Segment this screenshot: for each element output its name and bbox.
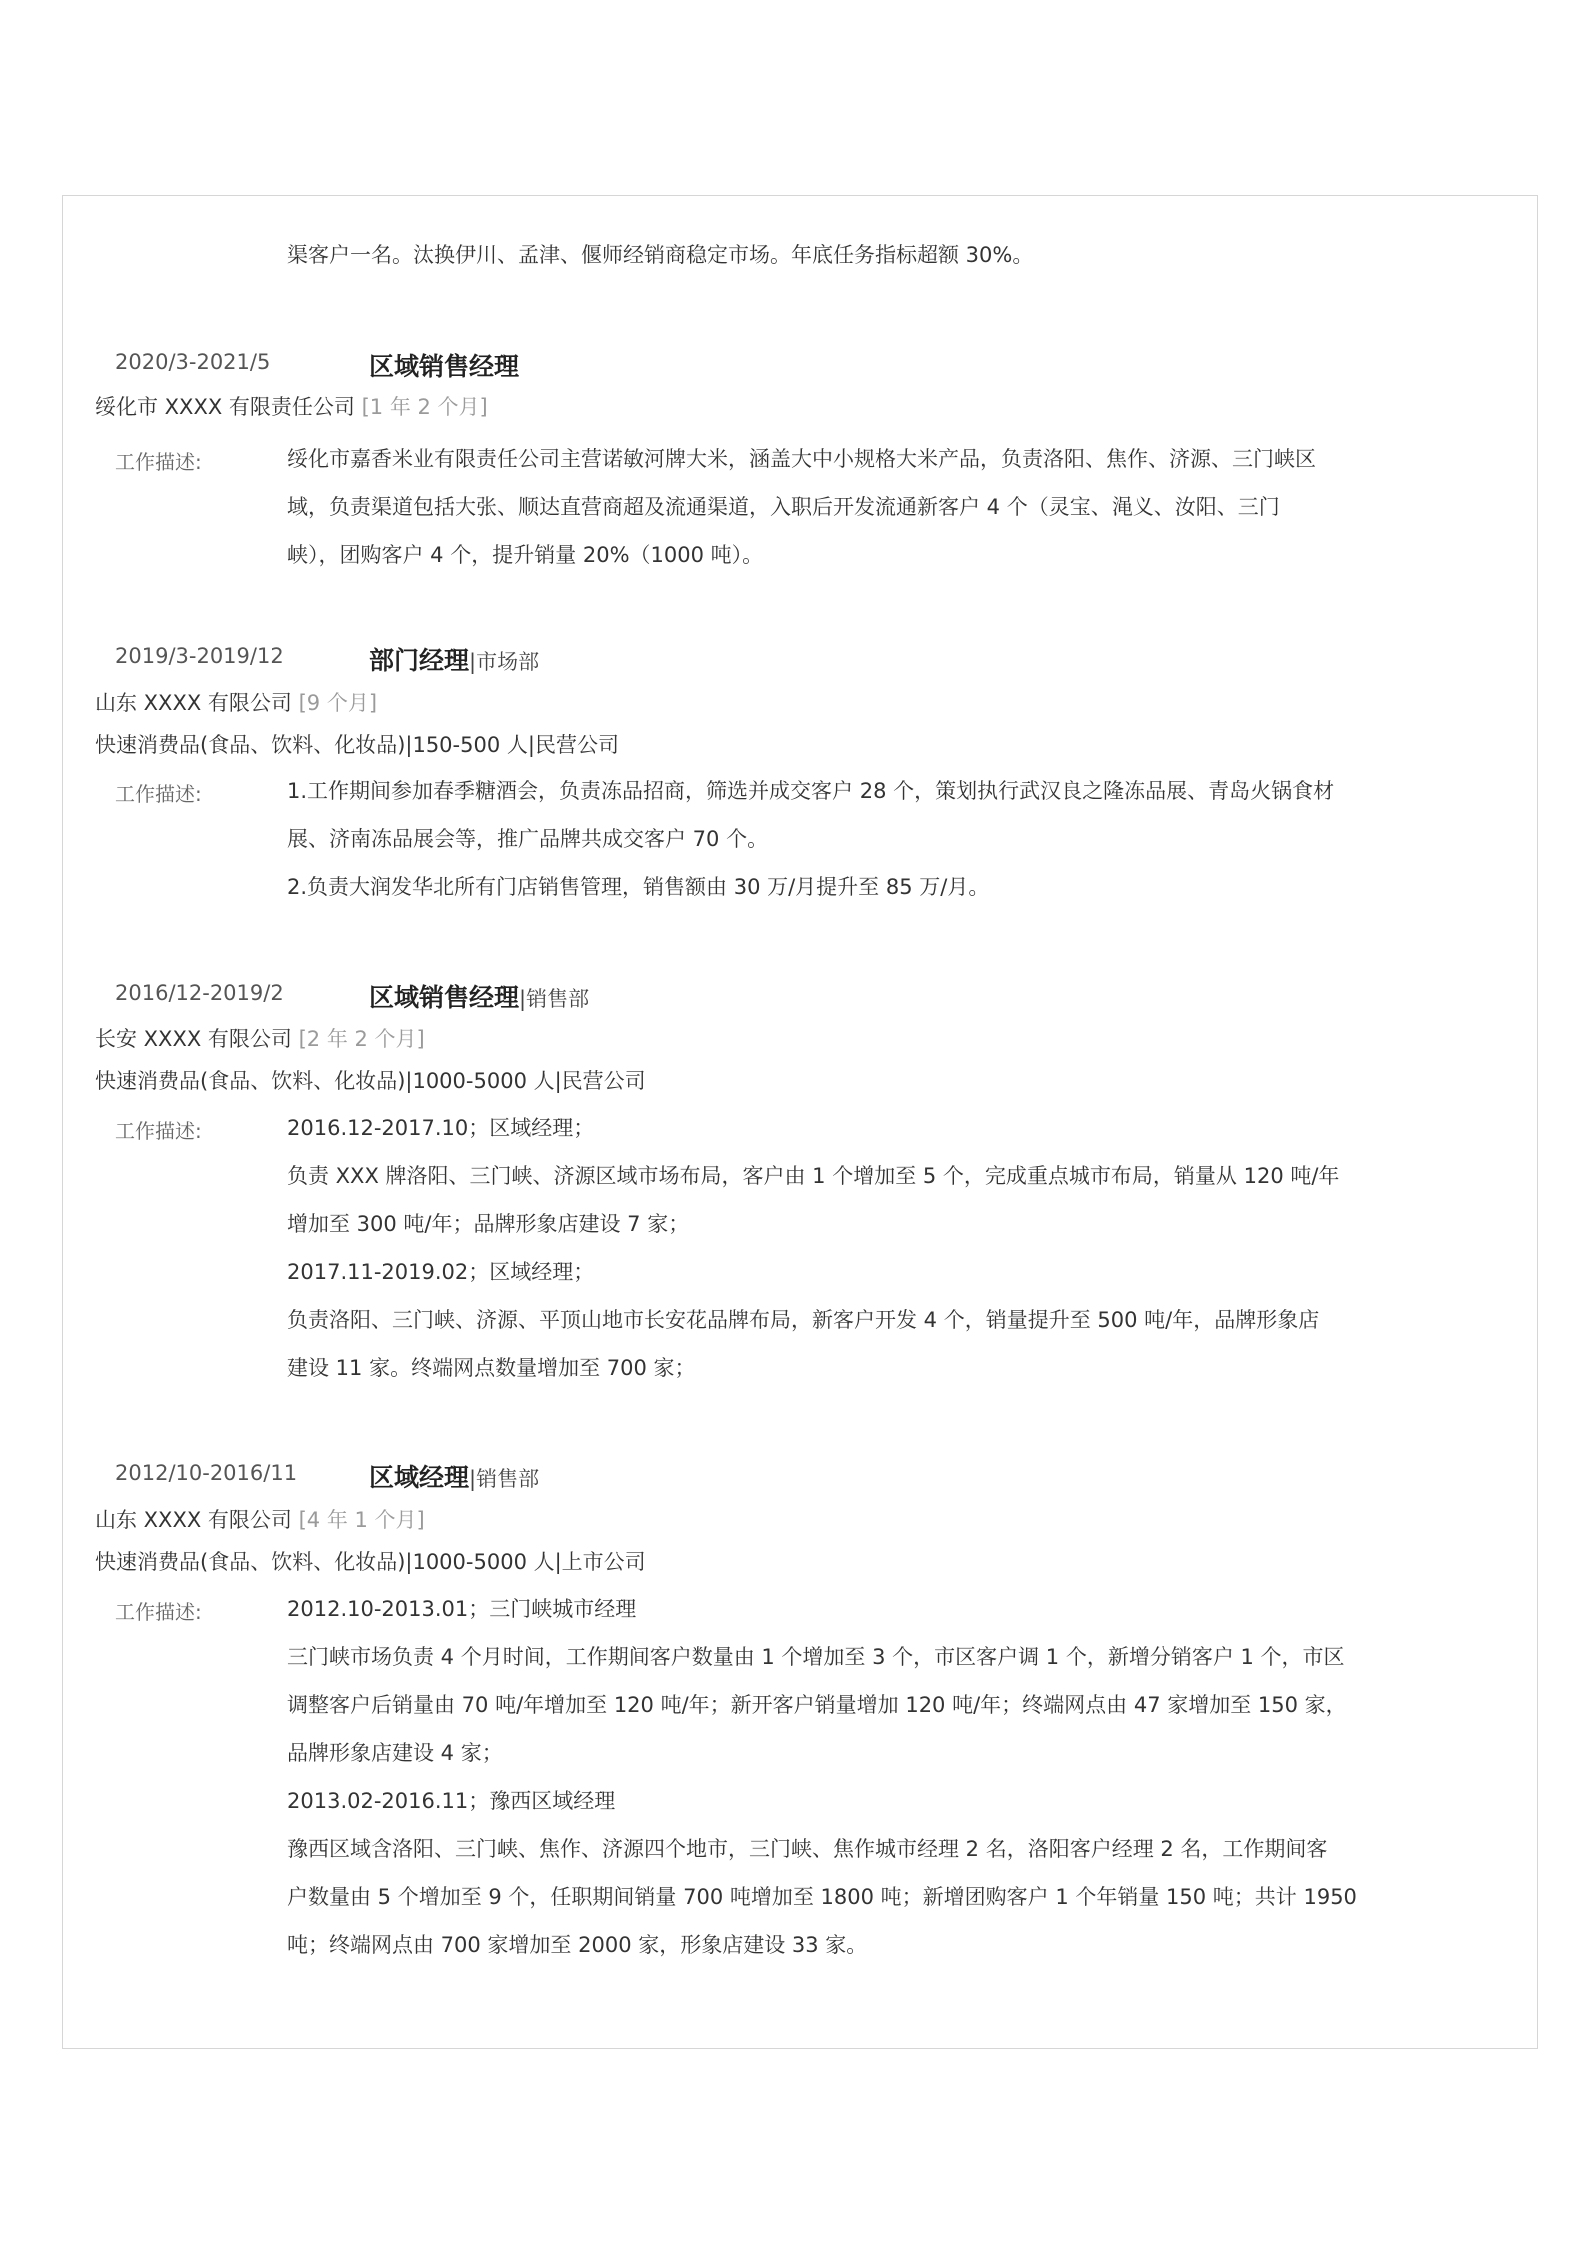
desc-line: 建设 11 家。终端网点数量增加至 700 家； bbox=[287, 1356, 696, 1380]
desc-line: 负责 XXX 牌洛阳、三门峡、济源区域市场布局，客户由 1 个增加至 5 个，完成重点城市布局，销量从 120 吨/年 bbox=[287, 1164, 1340, 1188]
job-department: |销售部 bbox=[519, 987, 590, 1011]
job-industry: 快速消费品(食品、饮料、化妆品)|1000-5000 人|民营公司 bbox=[95, 1069, 646, 1093]
job-date: 2012/10-2016/11 bbox=[115, 1461, 298, 1485]
job-title-text: 部门经理 bbox=[369, 646, 470, 675]
job-date: 2016/12-2019/2 bbox=[115, 981, 284, 1005]
desc-line: 峡），团购客户 4 个，提升销量 20%（1000 吨）。 bbox=[287, 543, 764, 567]
job-title bbox=[369, 641, 539, 677]
job-description bbox=[287, 1585, 1507, 1969]
desc-label: 工作描述: bbox=[115, 1119, 202, 1143]
company-name: 山东 XXXX 有限公司 bbox=[95, 691, 292, 715]
company-name: 长安 XXXX 有限公司 bbox=[95, 1027, 292, 1051]
job-duration: [9 个月] bbox=[298, 691, 378, 715]
desc-line: 户数量由 5 个增加至 9 个，任职期间销量 700 吨增加至 1800 吨；新增团购客户 1 个年销量 150 吨；共计 1950 bbox=[287, 1885, 1357, 1909]
desc-line: 调整客户后销量由 70 吨/年增加至 120 吨/年；新开客户销量增加 120 吨/年；终端网点由 47 家增加至 150 家， bbox=[287, 1693, 1347, 1717]
desc-line: 品牌形象店建设 4 家； bbox=[287, 1741, 503, 1765]
job-description bbox=[287, 767, 1507, 911]
company-name: 山东 XXXX 有限公司 bbox=[95, 1508, 292, 1532]
job-title bbox=[369, 978, 589, 1014]
job-description bbox=[287, 1104, 1507, 1392]
desc-line: 2013.02-2016.11；豫西区域经理 bbox=[287, 1789, 616, 1813]
job-duration: [1 年 2 个月] bbox=[361, 395, 488, 419]
job-title-text: 区域销售经理 bbox=[369, 352, 520, 381]
job-title-text: 区域经理 bbox=[369, 1463, 470, 1492]
desc-line: 2017.11-2019.02；区域经理； bbox=[287, 1260, 595, 1284]
desc-line: 负责洛阳、三门峡、济源、平顶山地市长安花品牌布局，新客户开发 4 个，销量提升至 500 吨/年，品牌形象店 bbox=[287, 1308, 1320, 1332]
desc-line: 2012.10-2013.01；三门峡城市经理 bbox=[287, 1597, 637, 1621]
desc-line: 吨；终端网点由 700 家增加至 2000 家，形象店建设 33 家。 bbox=[287, 1933, 868, 1957]
desc-line: 1.工作期间参加春季糖酒会，负责冻品招商，筛选并成交客户 28 个，策划执行武汉良之隆冻品展、青岛火锅食材 bbox=[287, 779, 1335, 803]
desc-line: 豫西区域含洛阳、三门峡、焦作、济源四个地市，三门峡、焦作城市经理 2 名，洛阳客户经理 2 名，工作期间客 bbox=[287, 1837, 1328, 1861]
job-duration: [4 年 1 个月] bbox=[298, 1508, 425, 1532]
desc-line: 三门峡市场负责 4 个月时间，工作期间客户数量由 1 个增加至 3 个，市区客户调 1 个，新增分销客户 1 个，市区 bbox=[287, 1645, 1345, 1669]
job-title-text: 区域销售经理 bbox=[369, 983, 520, 1012]
job-title bbox=[369, 347, 519, 383]
job-description bbox=[287, 435, 1507, 579]
job-industry: 快速消费品(食品、饮料、化妆品)|1000-5000 人|上市公司 bbox=[95, 1550, 646, 1574]
job-title bbox=[369, 1458, 539, 1494]
intro-line: 渠客户一名。汰换伊川、孟津、偃师经销商稳定市场。年底任务指标超额 30%。 bbox=[287, 243, 1034, 267]
job-company bbox=[95, 1504, 425, 1534]
desc-line: 展、济南冻品展会等，推广品牌共成交客户 70 个。 bbox=[287, 827, 769, 851]
job-industry: 快速消费品(食品、饮料、化妆品)|150-500 人|民营公司 bbox=[95, 733, 619, 757]
job-department: |市场部 bbox=[469, 650, 540, 674]
company-name: 绥化市 XXXX 有限责任公司 bbox=[95, 395, 355, 419]
job-date: 2020/3-2021/5 bbox=[115, 350, 271, 374]
job-company bbox=[95, 687, 377, 717]
desc-label: 工作描述: bbox=[115, 450, 202, 474]
job-date: 2019/3-2019/12 bbox=[115, 644, 284, 668]
job-duration: [2 年 2 个月] bbox=[298, 1027, 425, 1051]
desc-line: 2.负责大润发华北所有门店销售管理，销售额由 30 万/月提升至 85 万/月。 bbox=[287, 875, 990, 899]
job-company bbox=[95, 1023, 425, 1053]
desc-line: 绥化市嘉香米业有限责任公司主营诺敏河牌大米，涵盖大中小规格大米产品，负责洛阳、焦作、济源、三门峡区 bbox=[287, 447, 1316, 471]
desc-label: 工作描述: bbox=[115, 782, 202, 806]
job-department: |销售部 bbox=[469, 1467, 540, 1491]
desc-line: 域，负责渠道包括大张、顺达直营商超及流通渠道，入职后开发流通新客户 4 个（灵宝、渑义、汝阳、三门 bbox=[287, 495, 1280, 519]
job-company bbox=[95, 391, 488, 421]
desc-label: 工作描述: bbox=[115, 1600, 202, 1624]
desc-line: 2016.12-2017.10；区域经理； bbox=[287, 1116, 595, 1140]
desc-line: 增加至 300 吨/年；品牌形象店建设 7 家； bbox=[287, 1212, 690, 1236]
